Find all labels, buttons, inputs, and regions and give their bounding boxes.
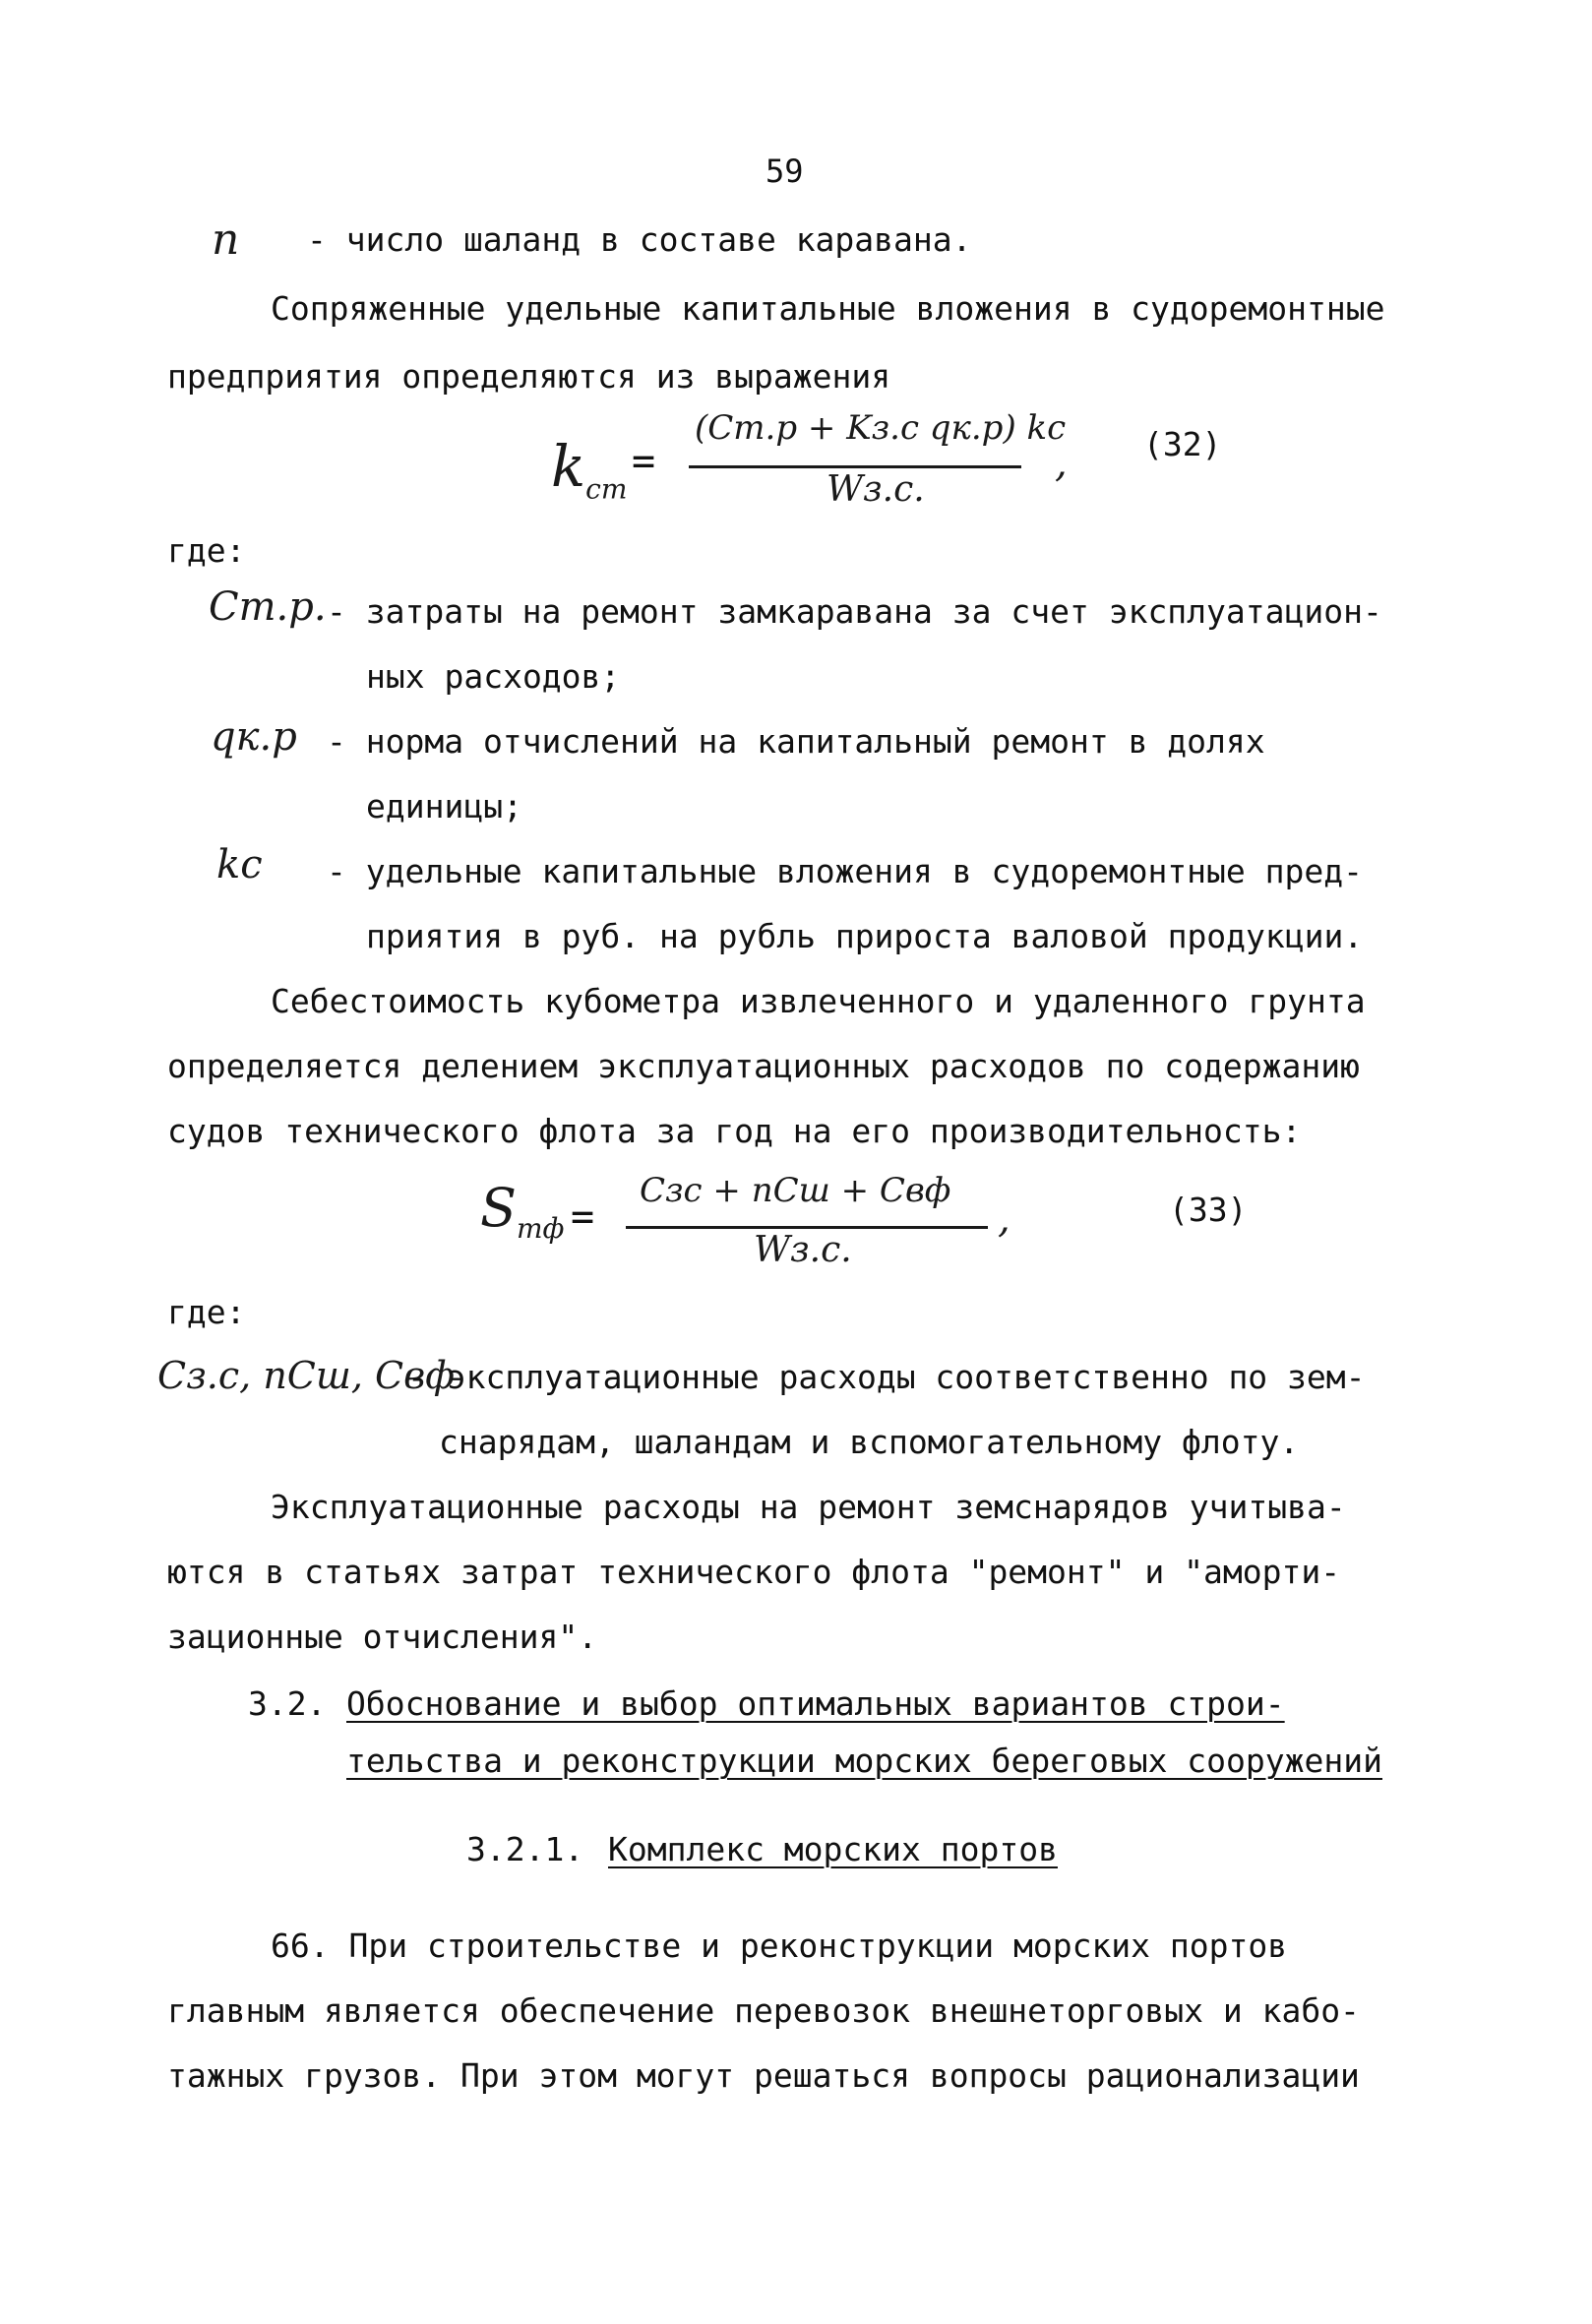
para1-line1: Сопряженные удельные капитальные вложения в судоремонтные: [271, 289, 1385, 328]
page-number: 59: [765, 153, 804, 190]
formula33-label: (33): [1169, 1191, 1248, 1229]
def4-symbol: Cз.с, nCш, Cвф: [157, 1354, 455, 1397]
def2-line2: единицы;: [366, 787, 522, 826]
para2-line3: судов технического флота за год на его производительность:: [167, 1112, 1302, 1150]
formula33-fraction: [626, 1171, 992, 1279]
def2-line1: - норма отчислений на капитальный ремонт в долях: [327, 722, 1265, 761]
para2-line1: Себестоимость кубометра извлеченного и удаленного грунта: [271, 982, 1366, 1020]
para4-line3: тажных грузов. При этом могут решаться вопросы рационализации: [167, 2056, 1360, 2095]
para3-line2: ются в статьях затрат технического флота "ремонт" и "аморти-: [167, 1553, 1341, 1591]
formula33-bar: [626, 1226, 988, 1229]
para3-line3: зационные отчисления".: [167, 1618, 598, 1656]
def1-line2: ных расходов;: [366, 657, 621, 696]
line-n-text: - число шаланд в составе каравана.: [307, 220, 972, 259]
symbol-n: n: [212, 214, 240, 265]
def3-line1: - удельные капитальные вложения в судоремонтные пред-: [327, 852, 1363, 890]
formula32-bar: [689, 465, 1021, 468]
section-title-line2: тельства и реконструкции морских береговых сооружений: [346, 1742, 1382, 1780]
section-number: 3.2.: [248, 1684, 327, 1723]
para3-line1: Эксплуатационные расходы на ремонт земснарядов учитыва-: [271, 1488, 1346, 1526]
formula32-eq: =: [632, 439, 656, 484]
para1-line2: предприятия определяются из выражения: [167, 357, 891, 396]
def3-line2: приятия в руб. на рубль прироста валовой продукции.: [366, 917, 1364, 955]
para4-line2: главным является обеспечение перевозок внешнеторговых и кабо-: [167, 1991, 1360, 2030]
formula32-comma: ,: [1055, 441, 1068, 486]
where-label-1: где:: [167, 531, 246, 570]
def3-symbol: kс: [216, 842, 263, 887]
def4-line1: - эксплуатационные расходы соответственно по зем-: [407, 1358, 1366, 1396]
where-label-2: где:: [167, 1293, 246, 1331]
formula33-numerator: Cзс + nCш + Cвф: [640, 1171, 951, 1210]
def4-line2: снарядам, шаландам и вспомогательному флоту.: [439, 1423, 1300, 1461]
para4-line1: 66. При строительстве и реконструкции морских портов: [271, 1926, 1288, 1965]
def1-symbol: Cт.р.: [209, 584, 327, 630]
def1-line1: - затраты на ремонт замкаравана за счет эксплуатацион-: [327, 592, 1382, 631]
subsection-number: 3.2.1.: [466, 1830, 584, 1868]
formula33-denominator: Wз.с.: [754, 1230, 852, 1270]
section-title-line1: Обоснование и выбор оптимальных вариантов строи-: [346, 1684, 1285, 1723]
formula33-eq: =: [571, 1194, 595, 1240]
formula33-comma: ,: [998, 1196, 1010, 1242]
subsection-title: Комплекс морских портов: [608, 1830, 1058, 1868]
formula32-label: (32): [1143, 425, 1222, 463]
formula32-numerator: (Cт.р + Kз.с qк.р) kс: [695, 408, 1067, 448]
para2-line2: определяется делением эксплуатационных расходов по содержанию: [167, 1047, 1360, 1085]
formula32-denominator: Wз.с.: [827, 469, 925, 510]
formula32-fraction: [689, 408, 1067, 517]
def2-symbol: qк.р: [211, 714, 297, 760]
formula32-lhs: $k_{ст}$: [551, 433, 628, 506]
formula33-lhs: $S_{тф}$: [480, 1177, 565, 1245]
